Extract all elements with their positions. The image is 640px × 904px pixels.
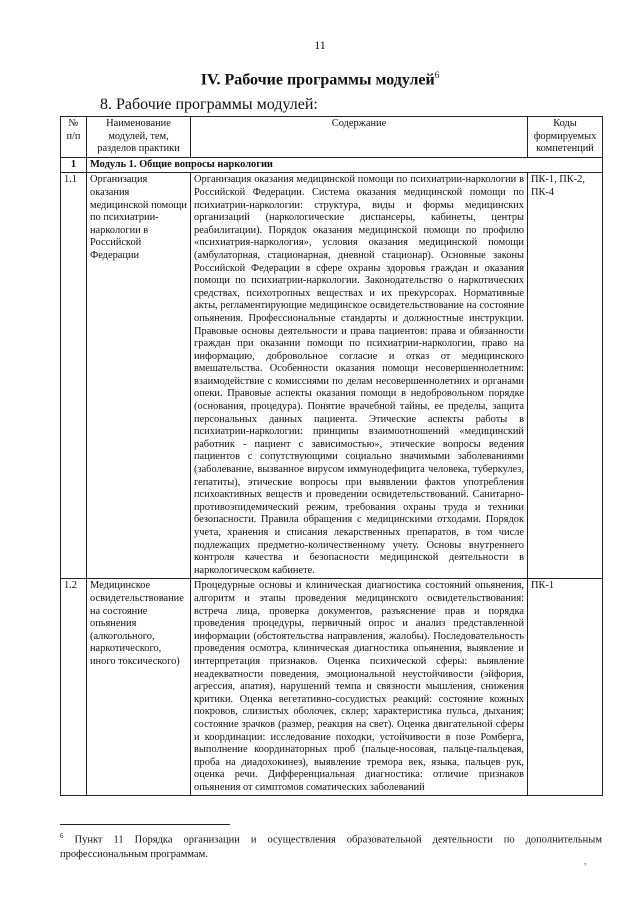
row-content: Процедурные основы и клиническая диагностика состояний опьянения, алгоритм и этапы проведения медицинского освидетельствования: встреча лица, проверка документов, разъяснение прав и порядка проведения процедуры, первичный опрос и анализ представленной информации (обстоятельства направления, жалобы). Последовательность проведения осмотра, клиническая диагностика опьянения, выявление и интерпретация признаков. Оценка психической сферы: выявление неадекватности поведения, эмоциональной неустойчивости (эйфория, агрессия, апатия), нарушений темпа и связности мышления, снижения критики. Оценка вегетативно-сосудистых реакций: состояние кожных покровов, слизистых оболочек, склер; характеристика пульса, дыхания; состояние зрачков (размер, реакция на свет). Оценка двигательной сферы и координации: исследование походки, устойчивости в позе Ромберга, выполнение координаторных проб (пальце-носовая, пальце-пальцевая, проба на диадохокинез), выявление тремора век, языка, пальцев рук, оценка речи. Дифференциальная диагностика: отличие признаков опьянения от симптомов соматических заболеваний: [191, 579, 528, 796]
row-name: Организация оказания медицинской помощи по психиатрии-наркологии в Российской Федерации: [87, 173, 191, 579]
page-title: [0, 70, 640, 89]
header-codes: Коды формируемых компетенций: [528, 117, 603, 158]
module-title: Модуль 1. Общие вопросы наркологии: [87, 157, 603, 173]
scan-mark: ,: [584, 856, 587, 867]
modules-table: [60, 116, 603, 796]
table-row: [61, 579, 603, 796]
footnote: [60, 829, 602, 862]
title-footnote-ref[interactable]: 6: [434, 70, 440, 80]
header-num: № п/п: [61, 117, 87, 158]
row-codes: ПК-1, ПК-2, ПК-4: [528, 173, 603, 579]
table-row: [61, 173, 603, 579]
module-num: 1: [61, 157, 87, 173]
row-num: 1.2: [61, 579, 87, 796]
footnote-divider: [60, 824, 230, 825]
page-title-text: IV. Рабочие программы модулей: [200, 71, 435, 89]
module-row: [61, 157, 603, 173]
table-header-row: [61, 117, 603, 158]
footnote-text: Пункт 11 Порядка организации и осуществления образовательной деятельности по дополнительным профессиональным программам.: [60, 834, 602, 860]
header-content: Содержание: [191, 117, 528, 158]
page-number: 11: [314, 38, 326, 52]
footnote-ref: 6: [60, 832, 64, 840]
row-num: 1.1: [61, 173, 87, 579]
row-name: Медицинское освидетельствование на состояние опьянения (алкогольного, наркотического, иного токсического): [87, 579, 191, 796]
row-codes: ПК-1: [528, 579, 603, 796]
row-content: Организация оказания медицинской помощи по психиатрии-наркологии в Российской Федерации. Система оказания медицинской помощи по психиатрии-наркологии: структура, виды и формы медицинских организаций (наркологические диспансеры, кабинеты, центры реабилитации). Порядок оказания медицинской помощи по профилю «психиатрия-наркология», условия оказания медицинской помощи (амбулаторная, стационарная, дневной стационар). Основные законы Российской Федерации в сфере охраны здоровья граждан и оказания помощи по психиатрии-наркологии. Законодательство о наркотических средствах, психотропных веществах и их прекурсорах. Нормативные акты, регламентирующие медицинское освидетельствование на состояние опьянения. Профессиональные стандарты и должностные инструкции. Правовые основы деятельности и права пациентов: права и обязанности граждан при оказании помощи по психиатрии-наркологии, право на информацию, добровольное согласие и отказ от медицинского вмешательства. Особенности оказания помощи несовершеннолетним: взаимодействие с комиссиями по делам несовершеннолетних и органами опеки. Правовые аспекты оказания помощи в недобровольном порядке (основания, процедура). Понятие врачебной тайны, ее пределы, защита персональных данных пациента. Этические аспекты работы в психиатрии-наркологии: принципы взаимоотношений «медицинский работник - пациент с зависимостью», этические вопросы ведения пациентов с сопутствующими социально значимыми заболеваниями (заболевание, вызванное вирусом иммунодефицита человека, туберкулез, гепатиты), этические вопросы при выявлении фактов употребления психоактивных веществ и проведении освидетельствований. Санитарно-противоэпидемический режим, требования охраны труда и техники безопасности. Правила обращения с медицинскими отходами. Порядок учета, хранения и списания лекарственных препаратов, в том числе подлежащих предметно-количественному учету. Основы внутреннего контроля качества и безопасности медицинской деятельности в наркологическом кабинете.: [191, 173, 528, 579]
header-name: Наименование модулей, тем, разделов практики: [87, 117, 191, 158]
section-subtitle: 8. Рабочие программы модулей:: [100, 96, 318, 113]
